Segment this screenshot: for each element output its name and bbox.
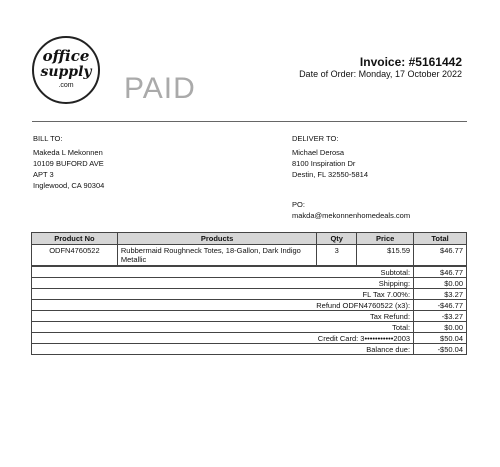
- totals-label: Refund ODFN4760522 (x3):: [32, 300, 414, 311]
- deliver-to-block: [292, 133, 368, 180]
- deliver-to-name: Michael Derosa: [292, 148, 345, 157]
- cell-price: $15.59: [357, 245, 414, 266]
- bill-to-city: Inglewood, CA 90304: [33, 181, 105, 190]
- cell-total: $46.77: [414, 245, 467, 266]
- column-header-total: Total: [414, 233, 467, 245]
- totals-value: -$3.27: [414, 311, 467, 322]
- totals-value: $3.27: [414, 289, 467, 300]
- totals-value: -$50.04: [414, 344, 467, 355]
- totals-row-total: [32, 322, 467, 333]
- totals-row-credit-card: [32, 333, 467, 344]
- totals-label: FL Tax 7.00%:: [32, 289, 414, 300]
- totals-value: $0.00: [414, 278, 467, 289]
- line-items-table: [31, 232, 467, 266]
- totals-value: $0.00: [414, 322, 467, 333]
- cell-qty: 3: [317, 245, 357, 266]
- column-header-qty: Qty: [317, 233, 357, 245]
- column-header-price: Price: [357, 233, 414, 245]
- cell-product-name: Rubbermaid Roughneck Totes, 18-Gallon, Dark Indigo Metallic: [117, 245, 316, 266]
- totals-label: Balance due:: [32, 344, 414, 355]
- order-date: Date of Order: Monday, 17 October 2022: [299, 69, 462, 79]
- company-logo: [32, 36, 100, 104]
- totals-row-refund: [32, 300, 467, 311]
- totals-label: Tax Refund:: [32, 311, 414, 322]
- logo-text-supply: supply: [40, 64, 92, 80]
- invoice-number: Invoice: #5161442: [359, 55, 462, 69]
- deliver-to-street: 8100 Inspiration Dr: [292, 159, 356, 168]
- header-divider: [32, 121, 467, 122]
- totals-label: Total:: [32, 322, 414, 333]
- bill-to-apt: APT 3: [33, 170, 54, 179]
- totals-row-subtotal: [32, 267, 467, 278]
- totals-label: Credit Card: 3•••••••••••2003: [32, 333, 414, 344]
- totals-value: $46.77: [414, 267, 467, 278]
- totals-value: $50.04: [414, 333, 467, 344]
- bill-to-heading: BILL TO:: [33, 134, 63, 143]
- totals-row-tax-refund: [32, 311, 467, 322]
- deliver-to-heading: DELIVER TO:: [292, 134, 339, 143]
- totals-label: Subtotal:: [32, 267, 414, 278]
- bill-to-block: [33, 133, 104, 191]
- bill-to-name: Makeda L Mekonnen: [33, 148, 103, 157]
- totals-value: -$46.77: [414, 300, 467, 311]
- po-heading: PO:: [292, 200, 305, 209]
- totals-row-shipping: [32, 278, 467, 289]
- paid-stamp: PAID: [124, 72, 196, 105]
- logo-text-domain: .com: [58, 82, 74, 89]
- deliver-to-city: Destin, FL 32550-5814: [292, 170, 369, 179]
- column-header-products: Products: [117, 233, 316, 245]
- logo-text-office: office: [42, 47, 90, 65]
- column-header-product-no: Product No: [32, 233, 118, 245]
- totals-row-balance-due: [32, 344, 467, 355]
- table-row: [32, 245, 467, 266]
- po-email: makda@mekonnenhomedeals.com: [292, 211, 411, 220]
- totals-table: [31, 266, 467, 355]
- totals-label: Shipping:: [32, 278, 414, 289]
- totals-row-tax: [32, 289, 467, 300]
- po-block: [292, 199, 410, 221]
- bill-to-street: 10109 BUFORD AVE: [33, 159, 104, 168]
- table-header-row: [32, 233, 467, 245]
- cell-product-no: ODFN4760522: [32, 245, 118, 266]
